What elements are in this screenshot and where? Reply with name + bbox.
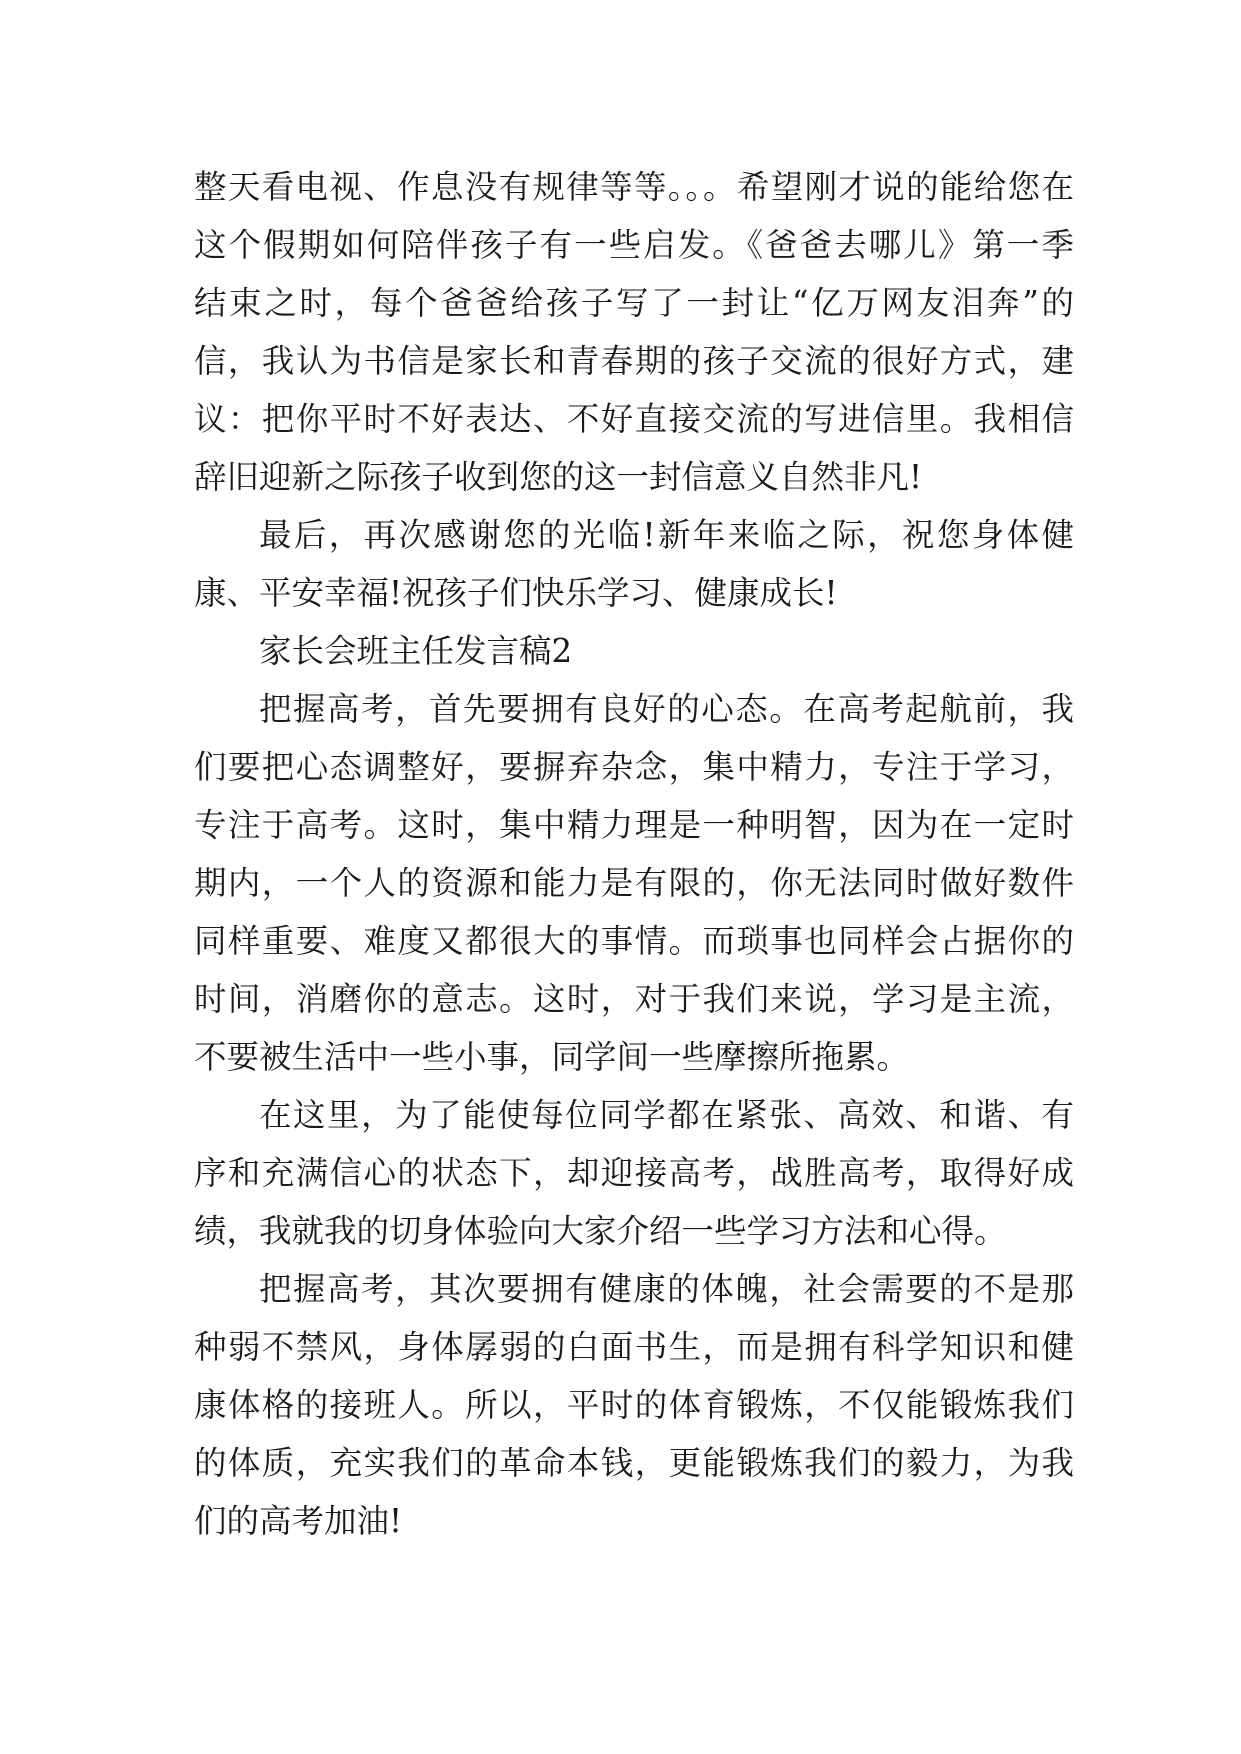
text-line: 序和充满信心的状态下，却迎接高考，战胜高考，取得好成 bbox=[194, 1154, 1074, 1192]
text-line: 种弱不禁风，身体孱弱的白面书生，而是拥有科学知识和健 bbox=[194, 1328, 1074, 1366]
paragraph-start: 在这里，为了能使每位同学都在紧张、高效、和谐、有 bbox=[259, 1096, 1074, 1134]
text-line: 们的高考加油! bbox=[194, 1502, 403, 1540]
text-line: 辞旧迎新之际孩子收到您的这一封信意义自然非凡! bbox=[194, 458, 923, 496]
text-line: 不要被生活中一些小事，同学间一些摩擦所拖累。 bbox=[194, 1038, 910, 1076]
text-line: 信，我认为书信是家长和青春期的孩子交流的很好方式，建 bbox=[194, 342, 1074, 380]
text-line: 期内，一个人的资源和能力是有限的，你无法同时做好数件 bbox=[194, 864, 1074, 902]
section-heading: 家长会班主任发言稿2 bbox=[259, 632, 573, 670]
text-line: 绩，我就我的切身体验向大家介绍一些学习方法和心得。 bbox=[194, 1212, 1007, 1250]
text-line: 专注于高考。这时，集中精力理是一种明智，因为在一定时 bbox=[194, 806, 1074, 844]
text-line: 康、平安幸福!祝孩子们快乐学习、健康成长! bbox=[194, 574, 838, 612]
paragraph-start: 把握高考，首先要拥有良好的心态。在高考起航前，我 bbox=[259, 690, 1074, 728]
text-line: 时间，消磨你的意志。这时，对于我们来说，学习是主流， bbox=[194, 980, 1074, 1018]
text-line: 同样重要、难度又都很大的事情。而琐事也同样会占据你的 bbox=[194, 922, 1074, 960]
text-line: 康体格的接班人。所以，平时的体育锻炼，不仅能锻炼我们 bbox=[194, 1386, 1074, 1424]
text-line: 议：把你平时不好表达、不好直接交流的写进信里。我相信 bbox=[194, 400, 1074, 438]
text-line: 结束之时，每个爸爸给孩子写了一封让“亿万网友泪奔”的 bbox=[194, 284, 1074, 322]
text-line: 的体质，充实我们的革命本钱，更能锻炼我们的毅力，为我 bbox=[194, 1444, 1074, 1482]
paragraph-start: 把握高考，其次要拥有健康的体魄，社会需要的不是那 bbox=[259, 1270, 1074, 1308]
paragraph-start: 最后，再次感谢您的光临!新年来临之际，祝您身体健 bbox=[259, 516, 1074, 554]
text-line: 整天看电视、作息没有规律等等。。。希望刚才说的能给您在 bbox=[194, 168, 1074, 206]
text-line: 这个假期如何陪伴孩子有一些启发。《爸爸去哪儿》第一季 bbox=[194, 226, 1074, 264]
text-line: 们要把心态调整好，要摒弃杂念，集中精力，专注于学习， bbox=[194, 748, 1074, 786]
